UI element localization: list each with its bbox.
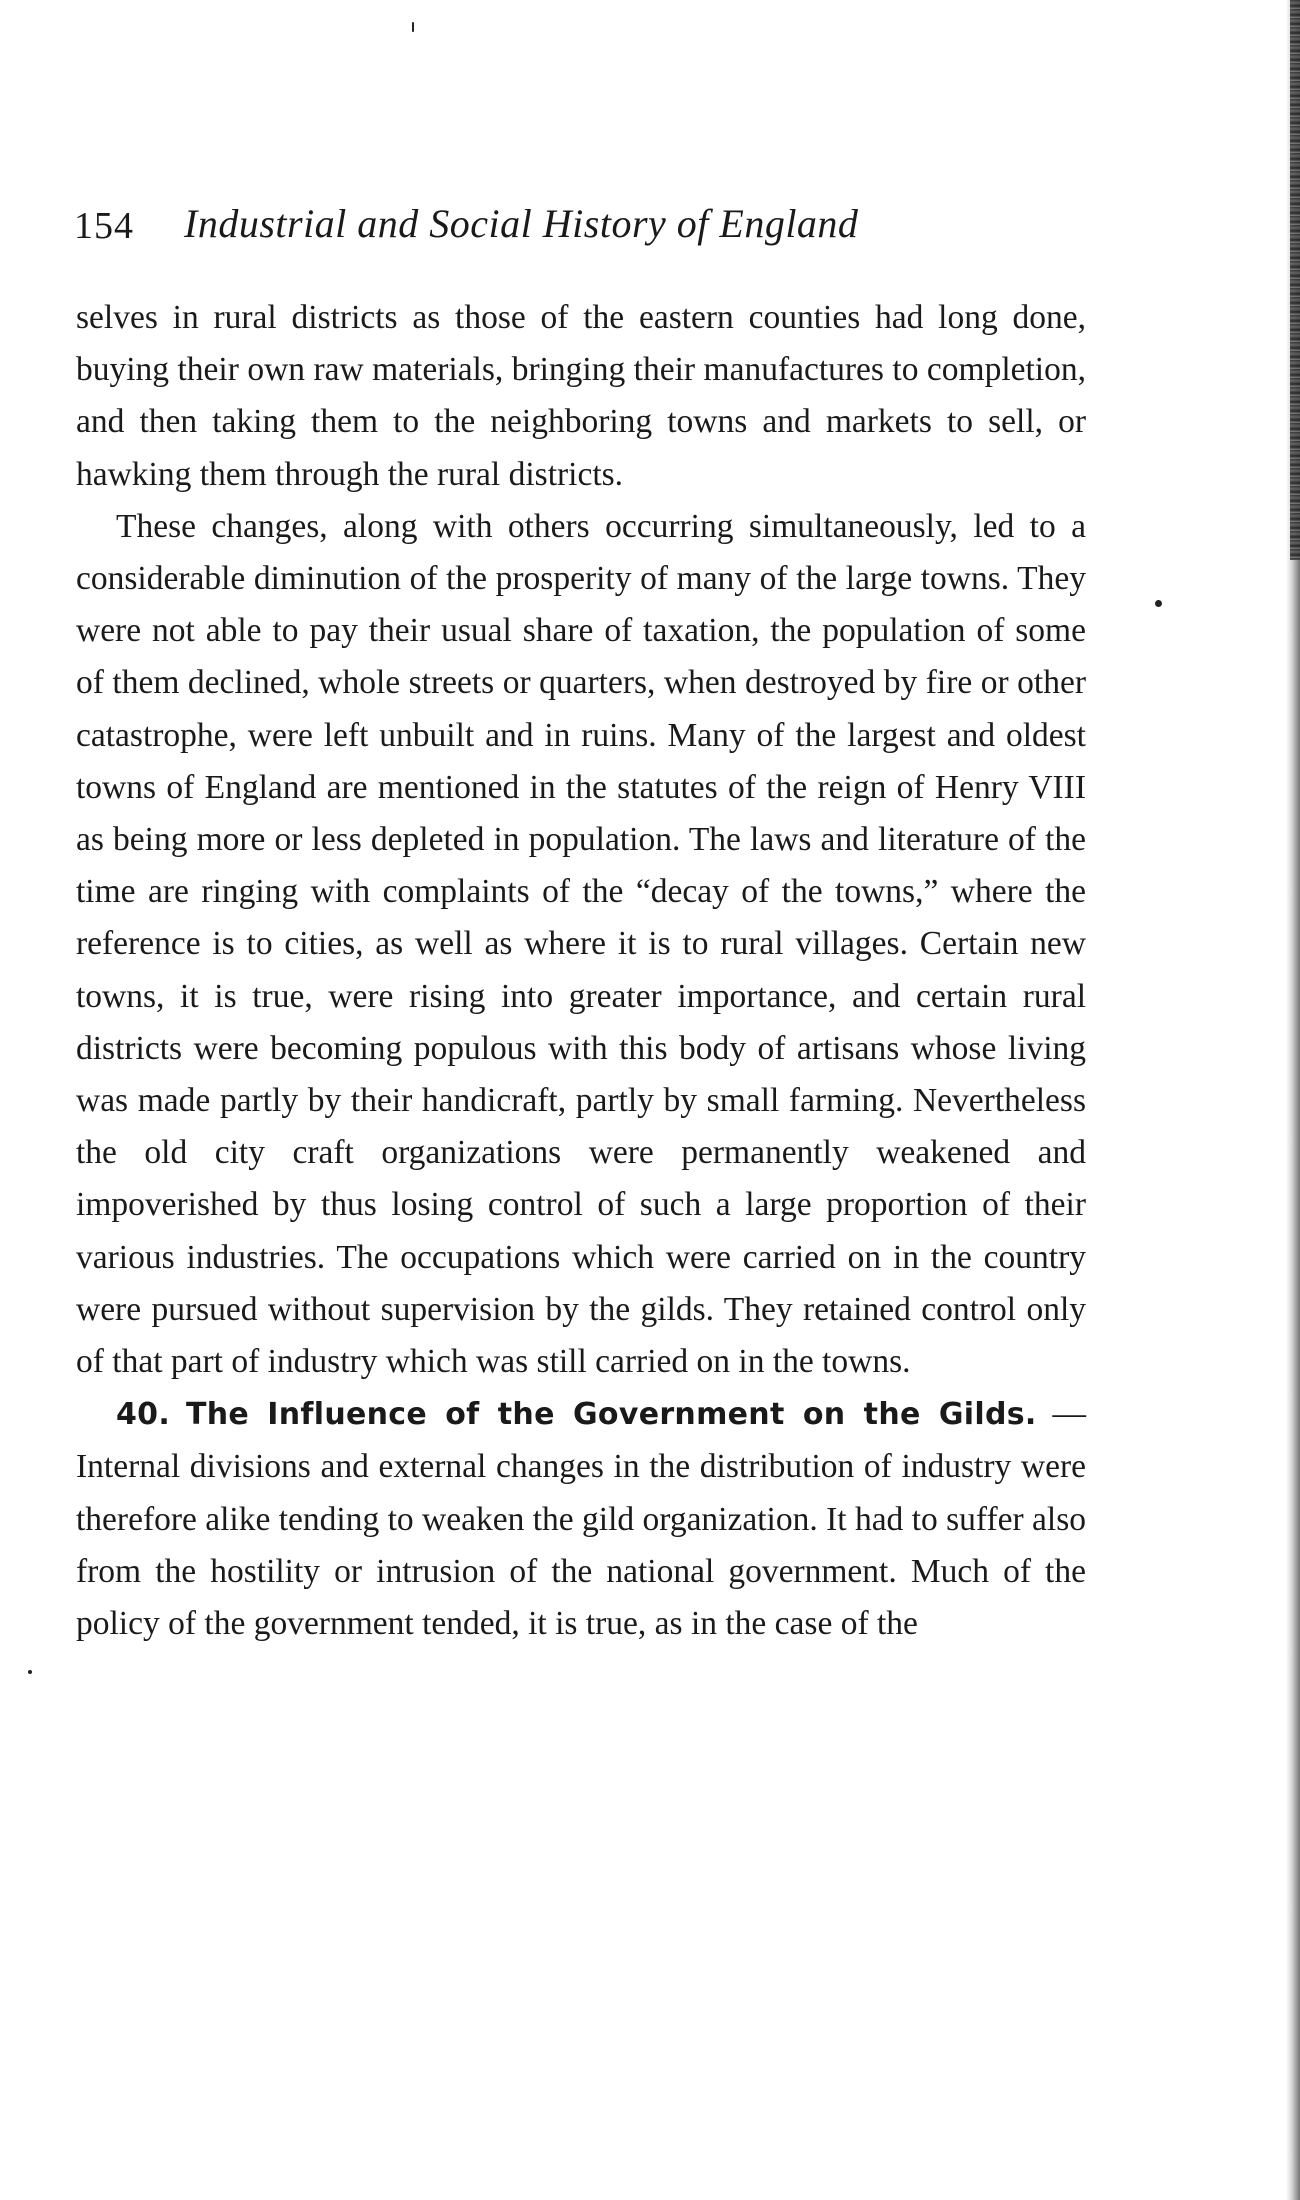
running-head: Industrial and Social History of England xyxy=(184,201,859,246)
section-paragraph xyxy=(76,1388,1086,1650)
scan-speck xyxy=(28,1670,32,1674)
scan-speck xyxy=(412,22,414,32)
binding-edge-shadow xyxy=(1290,0,1300,560)
page-header xyxy=(74,200,1094,260)
paragraph: These changes, along with others occurring simultaneously, led to a considerable diminution of the prosperity of many of the large towns. They were not able to pay their usual share of taxation, the population of some of them declined, whole streets or quarters, when destroyed by fire or other catastrophe, were left unbuilt and in ruins. Many of the largest and oldest towns of England are mentioned in the statutes of the reign of Henry VIII as being more or less depleted in population. The laws and literature of the time are ringing with complaints of the “decay of the towns,” where the reference is to cities, as well as where it is to rural villages. Certain new towns, it is true, were rising into greater importance, and certain rural districts were becoming populous with this body of artisans whose living was made partly by their handicraft, partly by small farming. Nevertheless the old city craft organizations were permanently weakened and impoverished by thus losing control of such a large proportion of their various industries. The occupations which were carried on in the country were pursued without supervision by the gilds. They retained control only of that part of industry which was still carried on in the towns. xyxy=(76,507,1086,1381)
section-dash: — xyxy=(1036,1395,1086,1433)
section-body: Internal divisions and external changes in the distribution of industry were therefore alike tending to weaken the gild organization. It had to suffer also from the hostility or intrusion of the national government. Much of the policy of the government tended, it is true, as in the case of the xyxy=(76,1448,1086,1643)
section-heading: The Influence of the Government on the Gilds. xyxy=(185,1397,1037,1433)
page-number: 154 xyxy=(74,205,134,247)
paragraph-continued: selves in rural districts as those of the eastern counties had long done, buying their own raw materials, bringing their manufactures to completion, and then taking them to the neighboring towns and markets to sell, or hawking them through the rural districts. xyxy=(76,299,1086,493)
scan-speck xyxy=(1155,600,1162,607)
body-text xyxy=(76,292,1086,1650)
section-number: 40. xyxy=(116,1397,171,1433)
